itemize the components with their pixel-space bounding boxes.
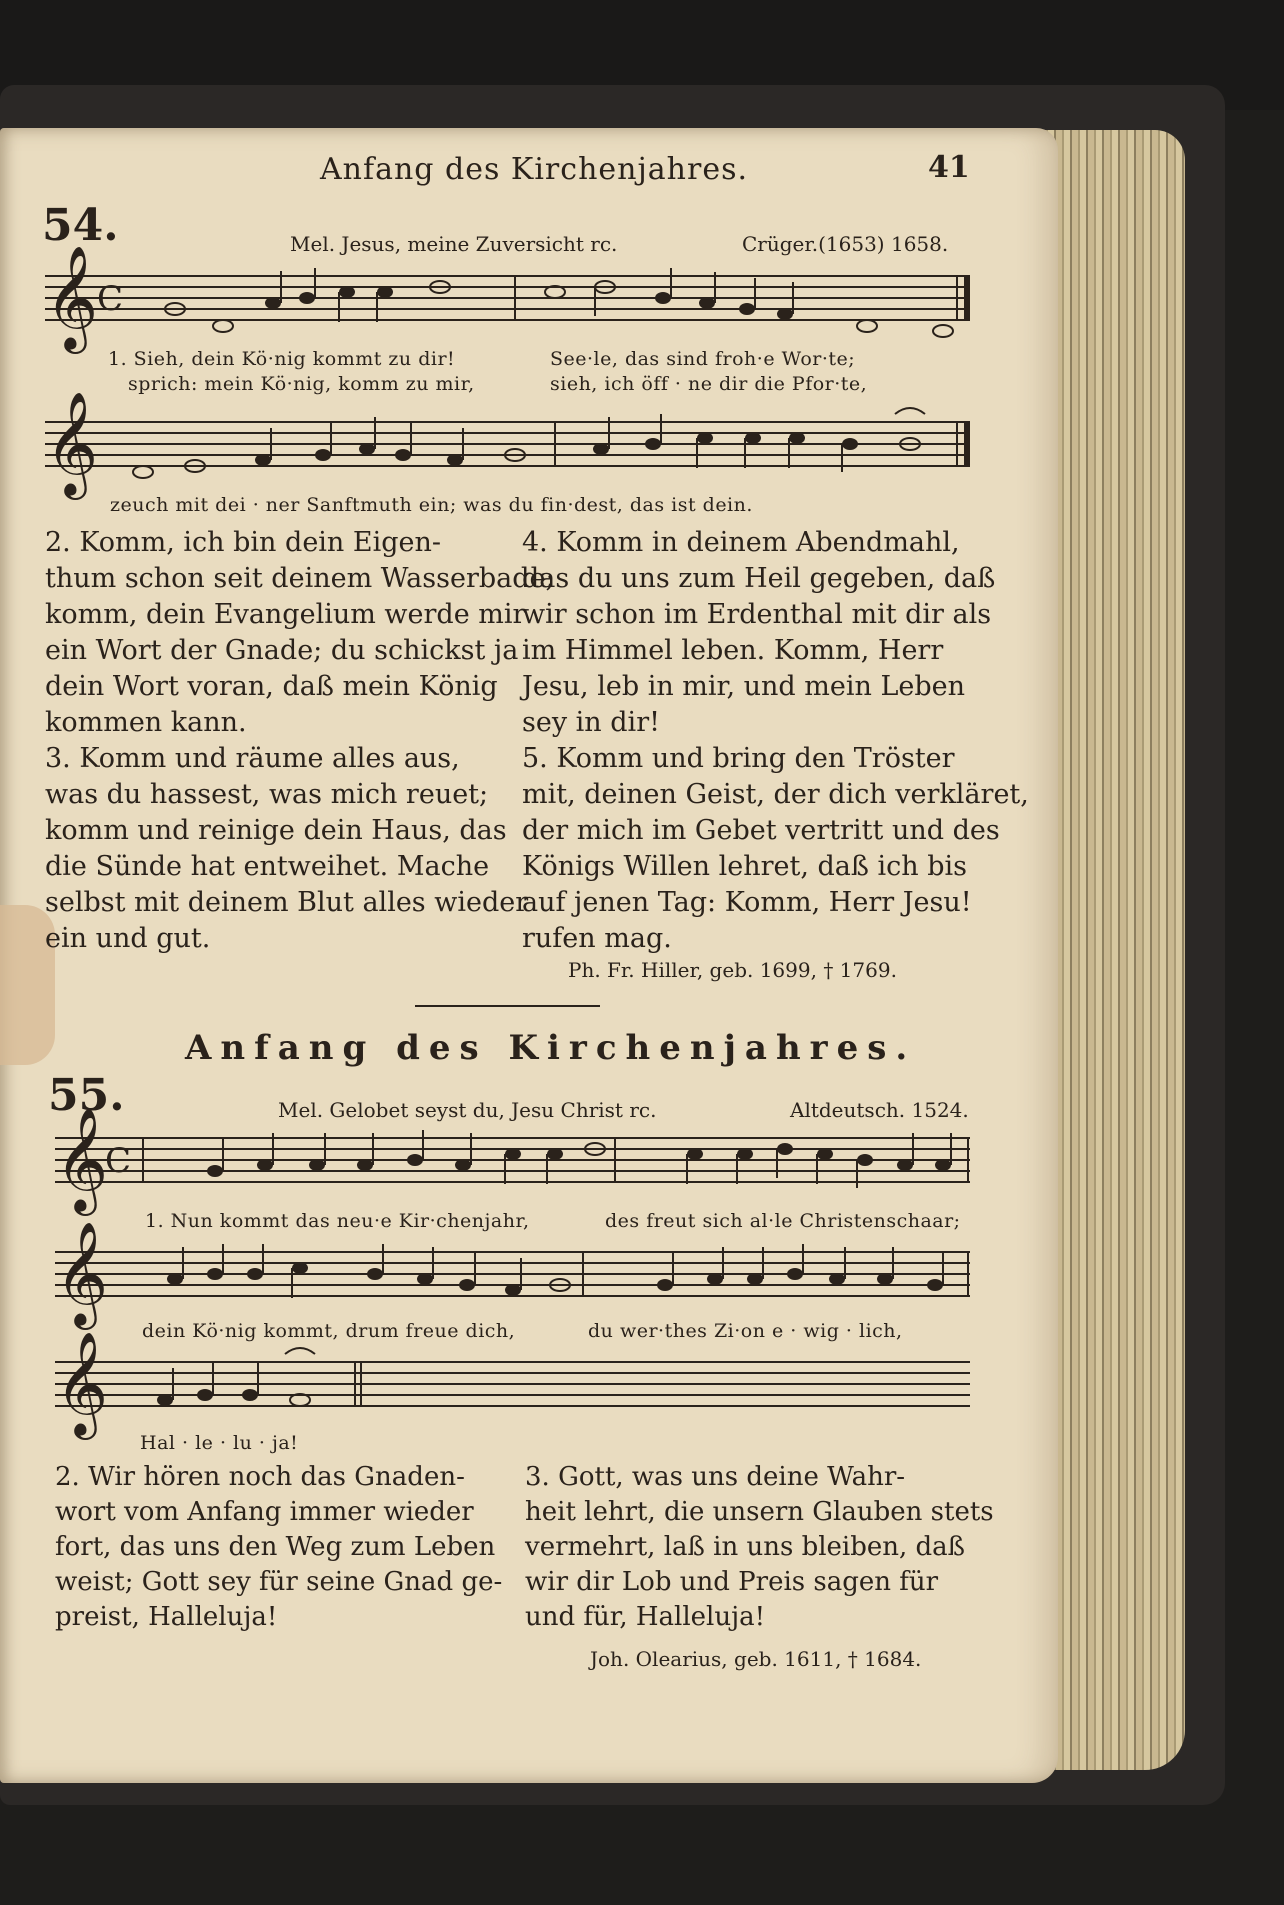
hymn-54-verses-right: 4. Komm in deinem Abendmahl, das du uns zum Heil gegeben, daß wir schon im Erdenthal mit dir als im Himmel leben. Komm, Herr Jesu, leb in mir, und mein Leben sey in dir! 5. Komm und bring den Tröster mit, deinen Geist, der dich verkläret, der mich im Gebet vertritt und des Königs Willen lehret, daß ich bis auf jenen Tag: Komm, Herr Jesu! rufen mag.	[522, 527, 1029, 954]
hymn-54-number: 54.	[42, 200, 119, 251]
hymn-54-author: Ph. Fr. Hiller, geb. 1699, † 1769.	[568, 958, 897, 982]
hymn-55-lyrics-2b: du wer·thes Zi·on e · wig · lich,	[588, 1320, 903, 1342]
section-title: Anfang des Kirchenjahres.	[185, 1028, 917, 1068]
hymn-54-verses-left: 2. Komm, ich bin dein Eigen- thum schon seit deinem Wasserbade; komm, dein Evangelium werde mir ein Wort der Gnade; du schickst ja dein Wort voran, daß mein König kommen kann. 3. Komm und räume alles aus, was du hassest, was mich reuet; komm und reinige dein Haus, das die Sünde hat entweihet. Mache selbst mit deinem Blut alles wieder ein und gut.	[45, 527, 555, 954]
treble-clef-icon: 𝄞	[55, 1107, 109, 1212]
hymn-55-melody: Mel. Gelobet seyst du, Jesu Christ rc.	[278, 1098, 657, 1122]
hymn-55-verses-right: 3. Gott, was uns deine Wahr- heit lehrt, die unsern Glauben stets vermehrt, laß in uns bleiben, daß wir dir Lob und Preis sagen für und für, Halleluja!	[525, 1462, 994, 1632]
page-number: 41	[928, 150, 970, 185]
treble-clef-icon: 𝄞	[45, 245, 99, 350]
svg-text:C: C	[105, 1141, 132, 1181]
hymn-54-lyrics-2a: sprich: mein Kö·nig, komm zu mir,	[128, 373, 475, 395]
treble-clef-icon: 𝄞	[55, 1221, 109, 1326]
hymn-55-lyrics-1b: des freut sich al·le Christenschaar;	[605, 1210, 961, 1232]
treble-clef-icon: 𝄞	[45, 391, 99, 496]
hymn-54-lyrics-3: zeuch mit dei · ner Sanftmuth ein; was du fin·dest, das ist dein.	[110, 494, 753, 516]
hymn-55-number: 55.	[48, 1070, 125, 1121]
hymn-54-composer: Crüger.(1653) 1658.	[742, 232, 949, 256]
hymn-54-lyrics-2b: sieh, ich öff · ne dir die Pfor·te,	[550, 373, 868, 395]
hymn-54-staff-2	[45, 391, 975, 496]
hymn-54-lyrics-1b: See·le, das sind froh·e Wor·te;	[550, 348, 856, 370]
hymn-55-origin: Altdeutsch. 1524.	[790, 1098, 969, 1122]
hymn-54-melody: Mel. Jesus, meine Zuversicht rc.	[290, 232, 618, 256]
page-edges	[1040, 130, 1185, 1770]
hymn-54-lyrics-1a: 1. Sieh, dein Kö·nig kommt zu dir!	[108, 348, 456, 370]
treble-clef-icon: 𝄞	[55, 1331, 109, 1436]
hymn-55-lyrics-3: Hal · le · lu · ja!	[140, 1432, 299, 1454]
svg-text:C: C	[97, 279, 124, 319]
hymn-55-lyrics-1a: 1. Nun kommt das neu·e Kir·chenjahr,	[145, 1210, 530, 1232]
hymn-55-author: Joh. Olearius, geb. 1611, † 1684.	[590, 1647, 922, 1671]
section-divider	[415, 1005, 600, 1007]
hymn-55-verses-left: 2. Wir hören noch das Gnaden- wort vom Anfang immer wieder fort, das uns den Weg zum Leben weist; Gott sey für seine Gnad ge- preist, Halleluja!	[55, 1462, 503, 1632]
hymn-54-staff-1	[45, 245, 975, 350]
running-header: Anfang des Kirchenjahres.	[320, 152, 749, 187]
hymn-55-lyrics-2a: dein Kö·nig kommt, drum freue dich,	[142, 1320, 516, 1342]
